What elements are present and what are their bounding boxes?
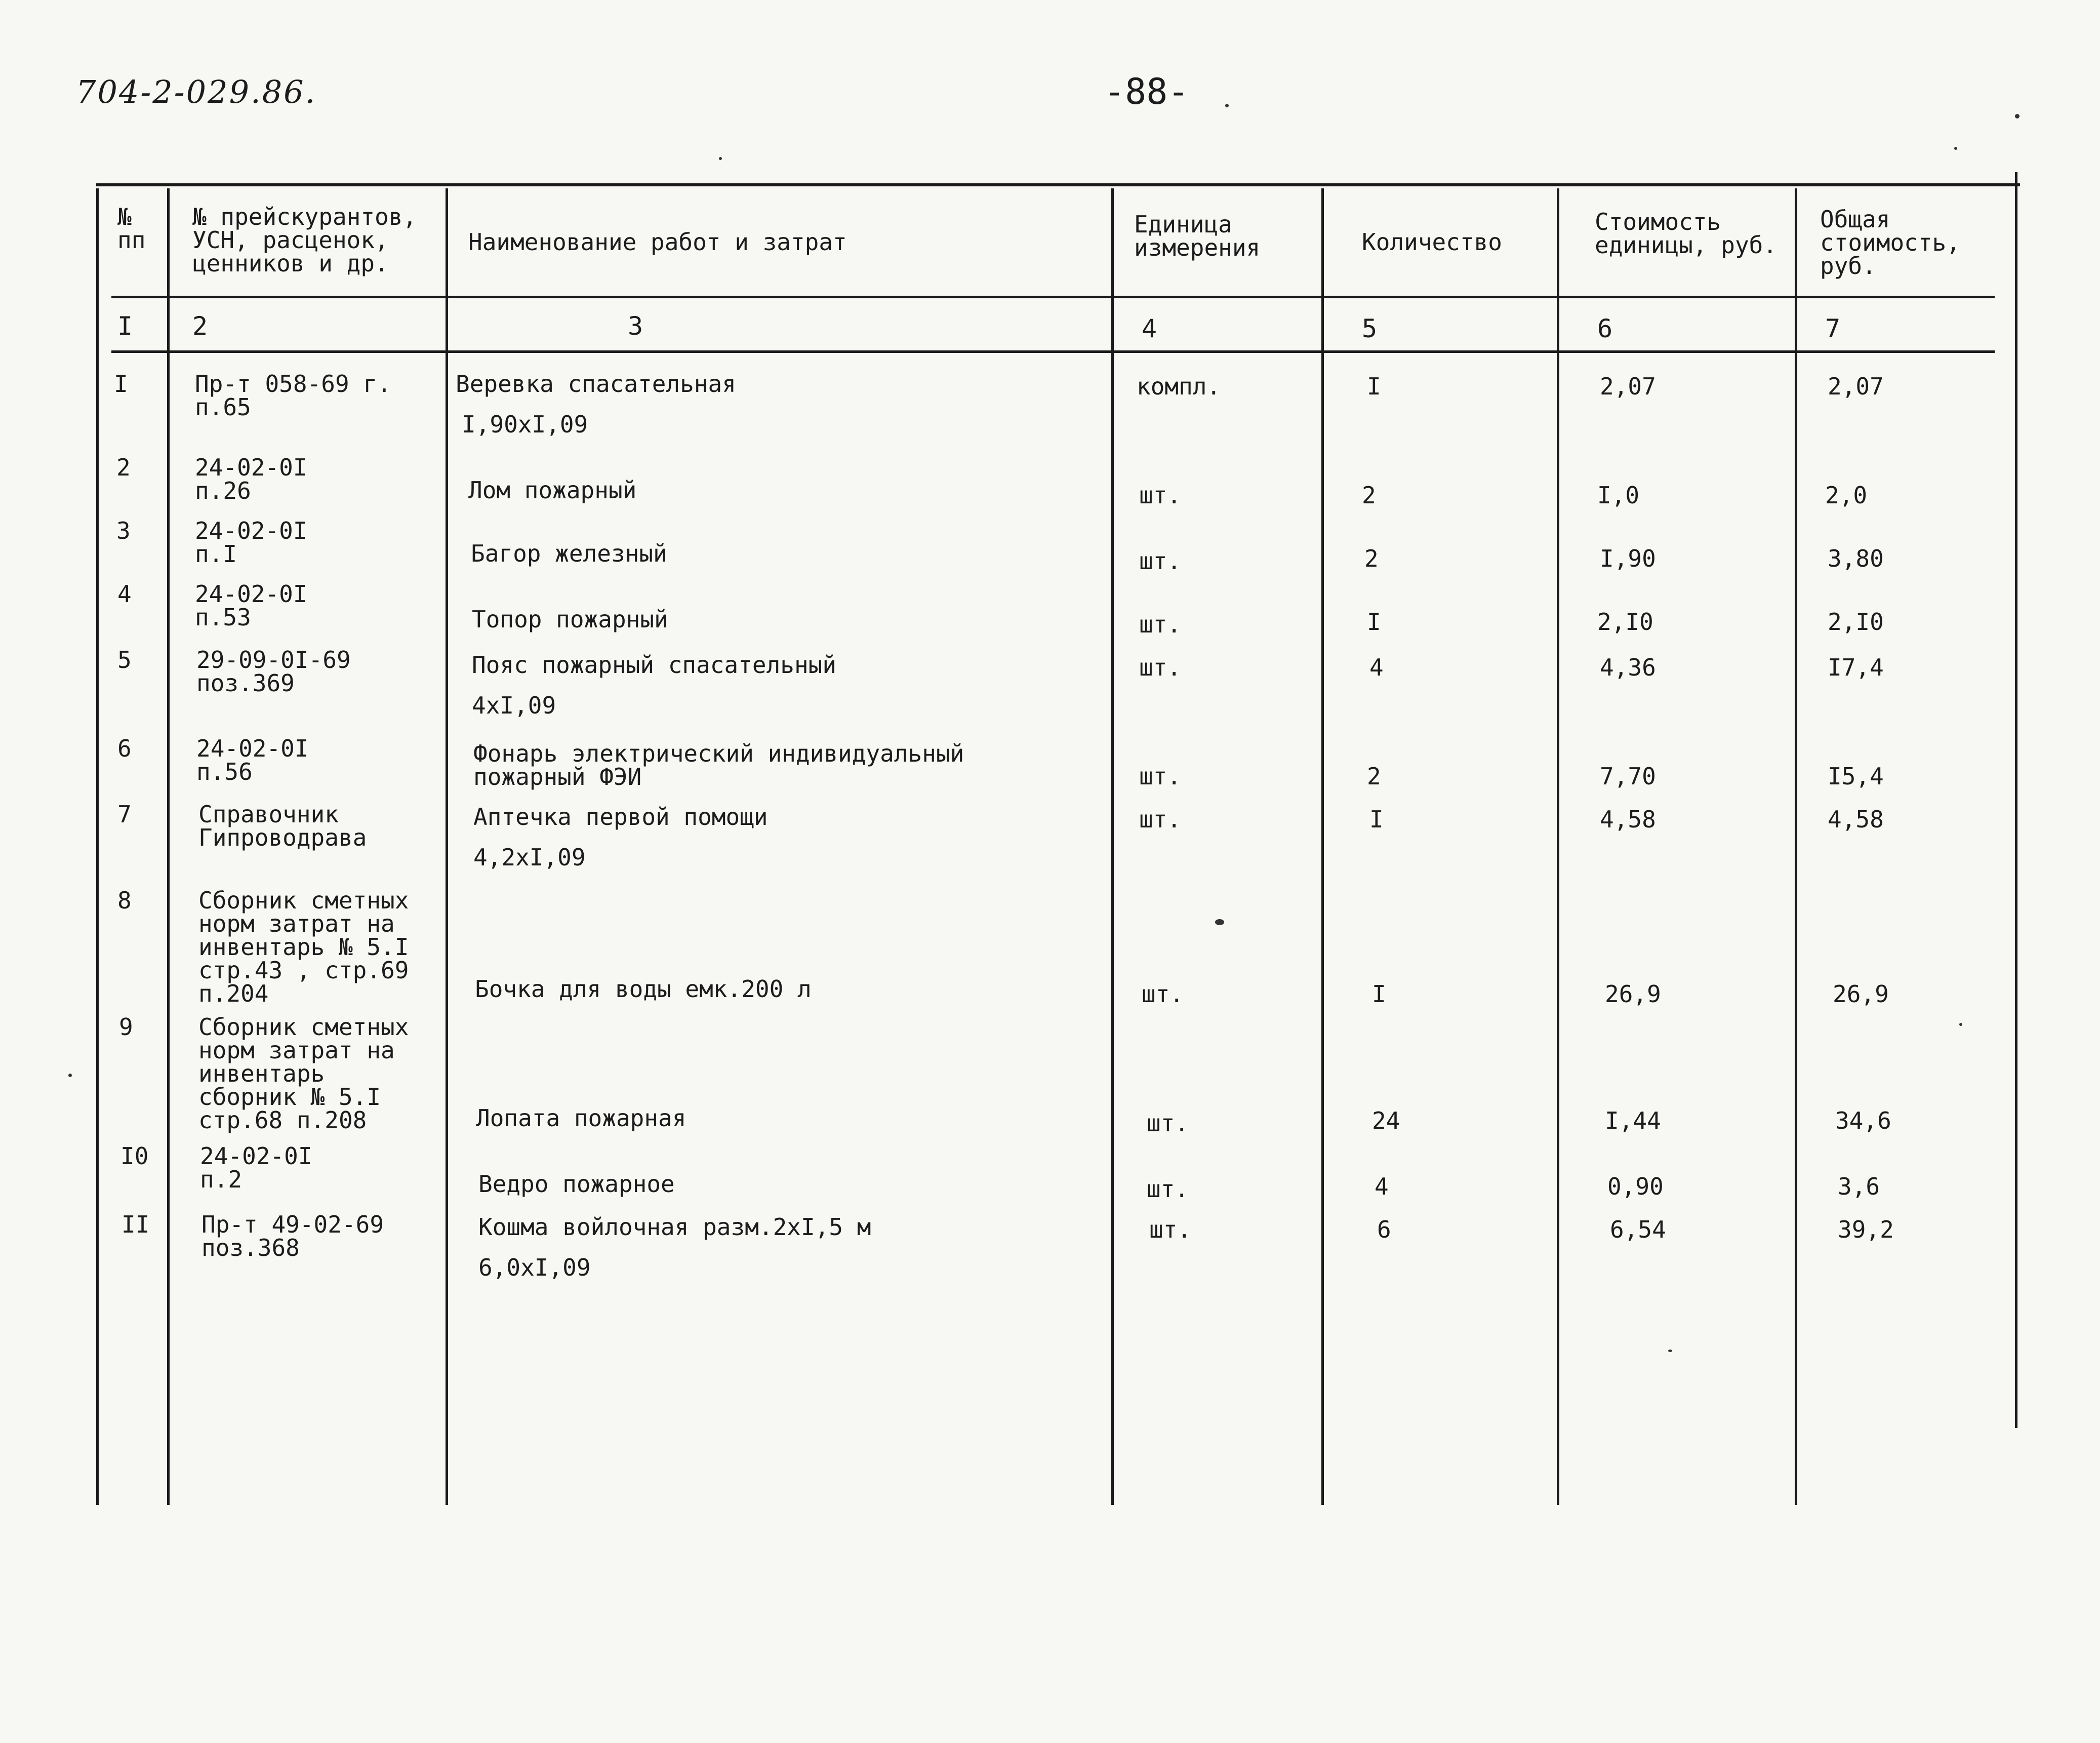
work-name: Лом пожарный <box>468 477 637 504</box>
unit: шт. <box>1149 1216 1192 1243</box>
work-name: Бочка для воды емк.200 л <box>475 975 812 1003</box>
quantity: 24 <box>1372 1107 1400 1134</box>
column-number-2: 2 <box>192 311 208 341</box>
quantity: I <box>1367 373 1381 400</box>
total-price: I7,4 <box>1828 654 1884 681</box>
column-numbers-rule <box>111 350 1995 353</box>
unit: шт. <box>1139 763 1182 790</box>
column-rule-4 <box>1321 188 1324 1505</box>
quantity: 4 <box>1369 654 1384 681</box>
scan-speck <box>1668 1350 1672 1352</box>
column-rule-2 <box>446 188 448 1505</box>
total-price: 39,2 <box>1838 1216 1894 1243</box>
calculation-note: I,90xI,09 <box>462 411 588 438</box>
row-number: I0 <box>120 1142 149 1170</box>
work-name: Веревка спасательная <box>456 370 736 398</box>
price-reference: 24-02-0I п.53 <box>195 580 307 631</box>
unit: шт. <box>1139 482 1182 509</box>
document-code: 704-2-029.86. <box>76 73 317 110</box>
row-number: I <box>114 370 128 398</box>
calculation-note: 6,0xI,09 <box>478 1254 591 1281</box>
unit: шт. <box>1139 611 1182 638</box>
work-name: Фонарь электрический индивидуальный пожарный ФЭИ <box>473 740 964 790</box>
quantity: I <box>1367 608 1381 636</box>
calculation-note: 4xI,09 <box>472 692 556 719</box>
price-reference: Пр-т 058-69 г. п.65 <box>195 370 391 421</box>
column-number-7: 7 <box>1825 314 1841 343</box>
unit: компл. <box>1137 373 1221 400</box>
price-reference: 24-02-0I п.2 <box>200 1142 312 1193</box>
work-name: Кошма войлочная разм.2xI,5 м <box>478 1213 871 1241</box>
calculation-note: 4,2xI,09 <box>473 844 586 871</box>
unit-price: 6,54 <box>1610 1216 1666 1243</box>
work-name: Топор пожарный <box>472 606 668 633</box>
header-total-price: Общая стоимость, руб. <box>1820 206 1960 280</box>
quantity: 2 <box>1367 763 1381 790</box>
unit-price: I,44 <box>1605 1107 1661 1134</box>
unit-price: 7,70 <box>1600 763 1656 790</box>
unit-price: 26,9 <box>1605 980 1661 1008</box>
table-right-border <box>2015 172 2017 1428</box>
unit: шт. <box>1147 1175 1189 1203</box>
header-unit-price: Стоимость единицы, руб. <box>1595 208 1778 259</box>
quantity: I <box>1369 806 1384 833</box>
column-number-3: 3 <box>628 311 643 341</box>
quantity: 6 <box>1377 1216 1391 1243</box>
scan-speck <box>1954 147 1957 150</box>
unit-price: I,0 <box>1597 482 1640 509</box>
page-number: -88- <box>1104 71 1189 112</box>
total-price: 2,0 <box>1825 482 1868 509</box>
scan-speck <box>1225 104 1229 107</box>
unit-price: 4,36 <box>1600 654 1656 681</box>
header-bottom-rule <box>111 296 1995 298</box>
row-number: 9 <box>119 1013 133 1041</box>
row-number: 7 <box>117 801 132 828</box>
unit-price: 2,I0 <box>1597 608 1653 636</box>
unit: шт. <box>1139 806 1182 833</box>
price-reference: 24-02-0I п.26 <box>195 454 307 504</box>
scan-speck <box>1959 1023 1962 1026</box>
row-number: 6 <box>117 735 132 762</box>
table-left-border <box>96 188 99 1505</box>
total-price: 2,I0 <box>1828 608 1884 636</box>
quantity: I <box>1372 980 1386 1008</box>
header-quantity: Количество <box>1362 228 1502 256</box>
unit-price: 0,90 <box>1607 1173 1664 1200</box>
price-reference: Пр-т 49-02-69 поз.368 <box>201 1211 384 1261</box>
column-number-6: 6 <box>1597 314 1613 343</box>
row-number: 8 <box>117 887 132 914</box>
header-reference: № прейскурантов, УСН, расценок, ценников и др. <box>192 203 417 277</box>
total-price: 2,07 <box>1828 373 1884 400</box>
table-top-rule <box>96 183 2020 186</box>
price-reference: 29-09-0I-69 поз.369 <box>196 646 351 697</box>
price-reference: 24-02-0I п.56 <box>196 735 309 785</box>
scan-speck <box>68 1074 72 1077</box>
column-rule-6 <box>1795 188 1797 1505</box>
total-price: 3,80 <box>1828 545 1884 572</box>
column-rule-1 <box>167 188 170 1505</box>
column-number-1: I <box>117 311 133 341</box>
header-row-number: № пп <box>117 203 146 254</box>
total-price: I5,4 <box>1828 763 1884 790</box>
row-number: 5 <box>117 646 132 674</box>
total-price: 4,58 <box>1828 806 1884 833</box>
unit-price: I,90 <box>1600 545 1656 572</box>
quantity: 2 <box>1364 545 1379 572</box>
column-number-5: 5 <box>1362 314 1378 343</box>
quantity: 2 <box>1362 482 1376 509</box>
work-name: Багор железный <box>471 540 667 567</box>
unit: шт. <box>1139 654 1182 681</box>
scan-speck <box>1215 919 1224 925</box>
row-number: II <box>122 1211 150 1238</box>
unit: шт. <box>1142 980 1184 1008</box>
work-name: Аптечка первой помощи <box>473 803 768 830</box>
header-work-name: Наименование работ и затрат <box>468 228 847 256</box>
work-name: Ведро пожарное <box>478 1170 675 1198</box>
unit: шт. <box>1147 1110 1189 1137</box>
column-number-4: 4 <box>1142 314 1157 343</box>
total-price: 34,6 <box>1835 1107 1891 1134</box>
total-price: 3,6 <box>1838 1173 1880 1200</box>
row-number: 3 <box>116 517 131 544</box>
column-rule-5 <box>1557 188 1559 1505</box>
unit-price: 2,07 <box>1600 373 1656 400</box>
price-reference: Сборник сметных норм затрат на инвентарь № 5.I стр.43 , стр.69 п.204 <box>198 887 409 1007</box>
price-reference: Справочник Гипроводрава <box>198 801 367 851</box>
work-name: Лопата пожарная <box>476 1104 686 1132</box>
unit: шт. <box>1139 547 1182 575</box>
row-number: 4 <box>117 580 132 608</box>
price-reference: Сборник сметных норм затрат на инвентарь сборник № 5.I стр.68 п.208 <box>198 1013 409 1134</box>
scan-speck <box>2015 114 2020 118</box>
unit-price: 4,58 <box>1600 806 1656 833</box>
row-number: 2 <box>116 454 131 481</box>
quantity: 4 <box>1375 1173 1389 1200</box>
column-rule-3 <box>1111 188 1114 1505</box>
total-price: 26,9 <box>1833 980 1889 1008</box>
work-name: Пояс пожарный спасательный <box>472 651 837 679</box>
header-unit: Единица измерения <box>1134 211 1261 261</box>
price-reference: 24-02-0I п.I <box>195 517 307 568</box>
scan-speck <box>719 157 722 160</box>
